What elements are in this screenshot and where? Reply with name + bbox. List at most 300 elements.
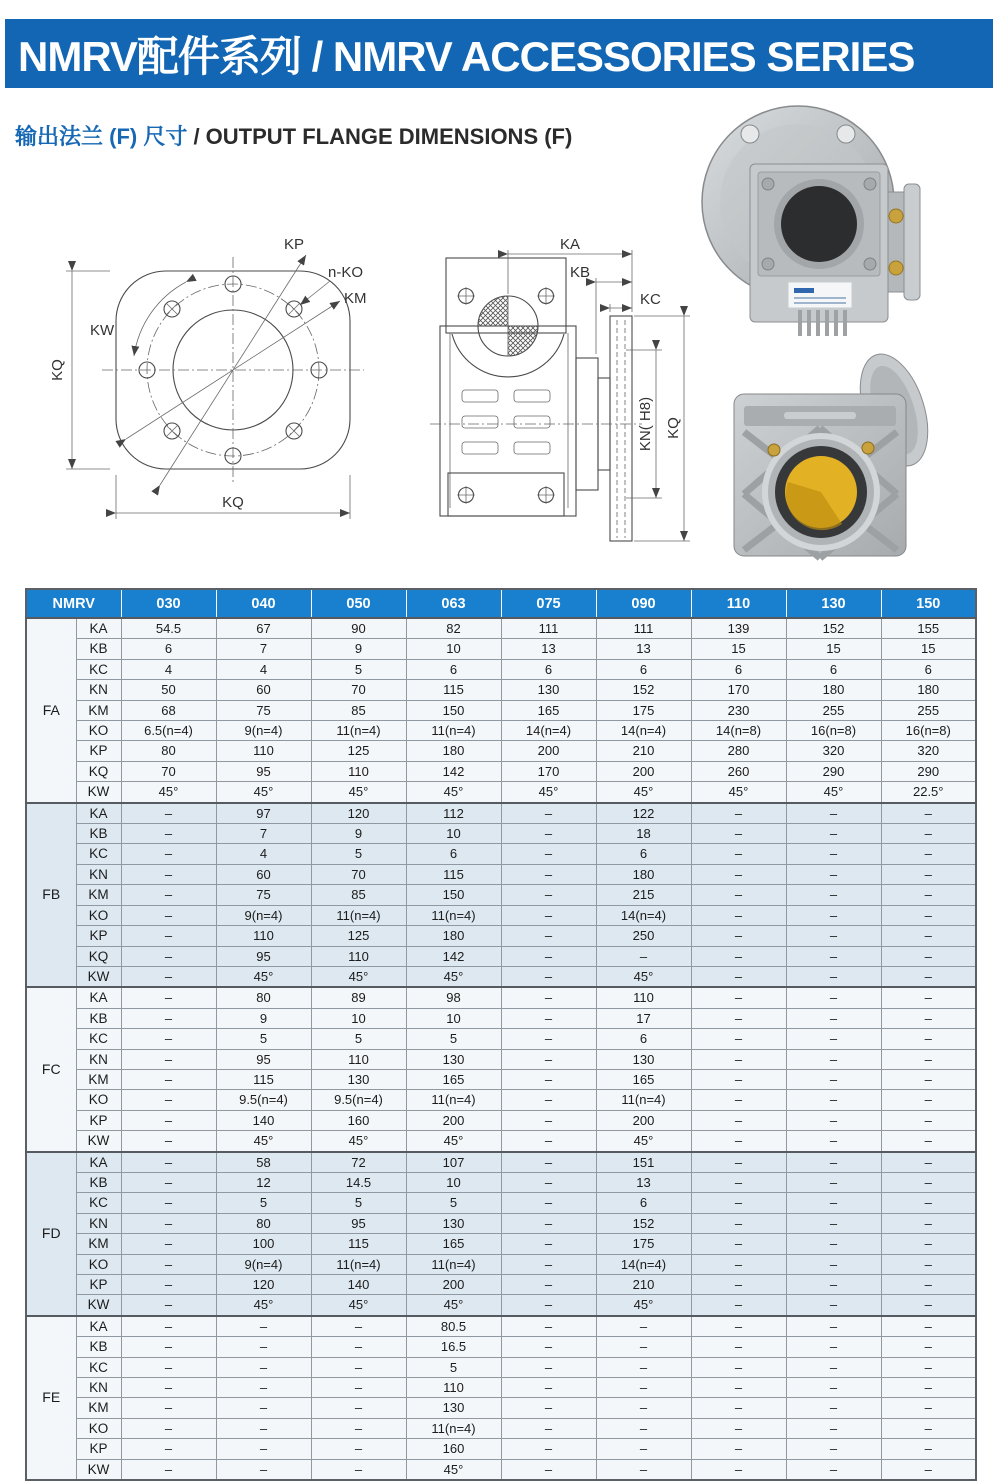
dim-label: KO xyxy=(76,721,121,741)
table-row xyxy=(26,966,976,987)
table-row xyxy=(26,885,976,905)
dim-value: 140 xyxy=(311,1275,406,1295)
dim-value: – xyxy=(691,1337,786,1357)
table-row xyxy=(26,659,976,679)
dim-value: – xyxy=(881,864,976,884)
dim-label: KN xyxy=(76,864,121,884)
dim-value: – xyxy=(691,1295,786,1316)
dim-value: 130 xyxy=(596,1049,691,1069)
dim-value: 45° xyxy=(406,1459,501,1480)
table-row xyxy=(26,824,976,844)
dim-value: – xyxy=(501,1090,596,1110)
dim-value: 45° xyxy=(596,966,691,987)
dim-value: – xyxy=(501,1275,596,1295)
dim-value: – xyxy=(786,885,881,905)
dim-value: 68 xyxy=(121,700,216,720)
dim-value: – xyxy=(501,1418,596,1438)
dim-value: 6 xyxy=(501,659,596,679)
col-header-090: 090 xyxy=(596,589,691,618)
dim-value: – xyxy=(881,1193,976,1213)
dim-value: – xyxy=(691,1110,786,1130)
dim-value: 7 xyxy=(216,639,311,659)
label-kb: KB xyxy=(569,264,591,281)
dim-value: 45° xyxy=(216,1295,311,1316)
dim-value: – xyxy=(216,1418,311,1438)
dim-label: KP xyxy=(76,1275,121,1295)
dim-value: – xyxy=(786,1110,881,1130)
dim-value: – xyxy=(311,1398,406,1418)
dim-value: – xyxy=(121,1439,216,1459)
dim-value: – xyxy=(691,885,786,905)
dim-value: 110 xyxy=(311,946,406,966)
dim-value: – xyxy=(121,987,216,1008)
dim-value: 9 xyxy=(311,639,406,659)
dim-label: KB xyxy=(76,639,121,659)
dim-value: – xyxy=(881,1398,976,1418)
label-kw: KW xyxy=(90,322,115,339)
dim-value: – xyxy=(881,1357,976,1377)
dim-value: – xyxy=(786,1337,881,1357)
section-FD xyxy=(26,1152,976,1316)
dim-value: – xyxy=(501,1459,596,1480)
group-label-FE: FE xyxy=(26,1316,76,1480)
dim-value: 6 xyxy=(786,659,881,679)
dim-value: 70 xyxy=(121,761,216,781)
table-row xyxy=(26,700,976,720)
dim-value: – xyxy=(786,966,881,987)
table-row xyxy=(26,1316,976,1337)
dim-value: 12 xyxy=(216,1172,311,1192)
dim-value: – xyxy=(501,1008,596,1028)
dim-value: – xyxy=(881,1090,976,1110)
dim-value: – xyxy=(121,1337,216,1357)
dim-value: 85 xyxy=(311,700,406,720)
dim-value: – xyxy=(881,966,976,987)
table-row xyxy=(26,864,976,884)
dim-value: 152 xyxy=(596,1213,691,1233)
table-row xyxy=(26,1090,976,1110)
dim-value: – xyxy=(881,1029,976,1049)
table-row xyxy=(26,1439,976,1459)
dim-value: – xyxy=(881,926,976,946)
dim-value: – xyxy=(691,1275,786,1295)
dim-label: KC xyxy=(76,1193,121,1213)
dim-value: 6 xyxy=(121,639,216,659)
dim-value: 80 xyxy=(216,1213,311,1233)
dim-value: – xyxy=(501,844,596,864)
dim-value: 130 xyxy=(311,1069,406,1089)
dim-value: – xyxy=(501,1172,596,1192)
section-FA xyxy=(26,618,976,803)
dim-value: 230 xyxy=(691,700,786,720)
dim-value: – xyxy=(691,1398,786,1418)
dim-value: 9 xyxy=(216,1008,311,1028)
dim-value: 5 xyxy=(216,1029,311,1049)
dim-value: 95 xyxy=(216,946,311,966)
section-FB xyxy=(26,803,976,988)
dim-value: 11(n=4) xyxy=(406,905,501,925)
dim-value: – xyxy=(786,1459,881,1480)
dim-label: KW xyxy=(76,966,121,987)
dim-label: KA xyxy=(76,1152,121,1173)
dim-value: – xyxy=(691,1029,786,1049)
dim-value: 250 xyxy=(596,926,691,946)
dim-value: 4 xyxy=(216,659,311,679)
dim-value: – xyxy=(501,926,596,946)
dim-value: – xyxy=(311,1378,406,1398)
rear-housing xyxy=(734,394,906,558)
label-ka: KA xyxy=(559,236,581,253)
dim-value: – xyxy=(786,1418,881,1438)
dim-value: 9 xyxy=(311,824,406,844)
dim-label: KB xyxy=(76,1008,121,1028)
dim-value: 130 xyxy=(501,680,596,700)
dim-value: – xyxy=(786,1398,881,1418)
dim-value: – xyxy=(501,1049,596,1069)
dim-value: 9.5(n=4) xyxy=(311,1090,406,1110)
dim-label: KQ xyxy=(76,946,121,966)
table-row xyxy=(26,1152,976,1173)
dim-value: 150 xyxy=(406,885,501,905)
table-row xyxy=(26,782,976,803)
dim-value: 215 xyxy=(596,885,691,905)
dim-label: KC xyxy=(76,659,121,679)
dim-value: – xyxy=(881,1049,976,1069)
dim-value: 170 xyxy=(501,761,596,781)
dim-value: – xyxy=(881,1459,976,1480)
dim-value: 45° xyxy=(691,782,786,803)
dim-value: – xyxy=(691,1439,786,1459)
side-dimension-labels xyxy=(560,236,682,451)
dim-value: – xyxy=(311,1439,406,1459)
dim-value: 180 xyxy=(406,926,501,946)
dim-value: 15 xyxy=(881,639,976,659)
dim-value: 6 xyxy=(881,659,976,679)
table-row xyxy=(26,1295,976,1316)
dim-value: 13 xyxy=(501,639,596,659)
dim-value: 80 xyxy=(216,987,311,1008)
dimensions-table xyxy=(25,588,977,1481)
dim-value: 72 xyxy=(311,1152,406,1173)
dim-value: 14(n=4) xyxy=(501,721,596,741)
dim-value: 9.5(n=4) xyxy=(216,1090,311,1110)
dim-value: – xyxy=(501,1357,596,1377)
dim-value: – xyxy=(121,1110,216,1130)
dim-value: 200 xyxy=(501,741,596,761)
dim-value: 4 xyxy=(216,844,311,864)
section-title-zh: 输出法兰 (F) 尺寸 xyxy=(15,124,188,149)
dim-value: – xyxy=(121,1193,216,1213)
dim-value: – xyxy=(121,1378,216,1398)
dim-value: – xyxy=(691,844,786,864)
dim-value: 45° xyxy=(311,966,406,987)
dim-value: 50 xyxy=(121,680,216,700)
dim-value: 4 xyxy=(121,659,216,679)
dim-value: 17 xyxy=(596,1008,691,1028)
label-kq-left: KQ xyxy=(49,359,66,381)
dim-value: – xyxy=(121,926,216,946)
dim-value: 95 xyxy=(216,1049,311,1069)
dim-value: – xyxy=(786,1254,881,1274)
table-row xyxy=(26,1008,976,1028)
dim-label: KM xyxy=(76,700,121,720)
table-row xyxy=(26,987,976,1008)
label-kc: KC xyxy=(640,291,661,308)
dim-value: – xyxy=(121,1090,216,1110)
dim-value: 9(n=4) xyxy=(216,721,311,741)
dim-label: KQ xyxy=(76,761,121,781)
dim-value: – xyxy=(786,1029,881,1049)
dim-value: – xyxy=(786,1234,881,1254)
dim-value: 6 xyxy=(596,1193,691,1213)
table-row xyxy=(26,926,976,946)
dim-value: 107 xyxy=(406,1152,501,1173)
dim-value: – xyxy=(786,803,881,824)
dim-value: – xyxy=(501,987,596,1008)
table-row xyxy=(26,1459,976,1480)
dim-value: 140 xyxy=(216,1110,311,1130)
dim-label: KP xyxy=(76,1439,121,1459)
dim-value: – xyxy=(121,1234,216,1254)
table-row xyxy=(26,1275,976,1295)
dim-value: 45° xyxy=(406,782,501,803)
group-label-FB: FB xyxy=(26,803,76,988)
dim-value: 11(n=4) xyxy=(406,1418,501,1438)
dim-label: KW xyxy=(76,1459,121,1480)
dim-value: 45° xyxy=(406,1131,501,1152)
dim-value: 10 xyxy=(406,1008,501,1028)
dim-value: – xyxy=(121,1357,216,1377)
dim-value: – xyxy=(311,1337,406,1357)
dim-value: – xyxy=(501,1337,596,1357)
dim-value: 122 xyxy=(596,803,691,824)
dim-value: – xyxy=(786,864,881,884)
dim-value: 115 xyxy=(311,1234,406,1254)
label-kq-bottom: KQ xyxy=(222,494,244,511)
dim-label: KC xyxy=(76,1357,121,1377)
col-header-050: 050 xyxy=(311,589,406,618)
dim-label: KW xyxy=(76,1295,121,1316)
dim-value: – xyxy=(501,1378,596,1398)
label-kp: KP xyxy=(284,236,305,253)
dim-value: – xyxy=(501,864,596,884)
dim-value: – xyxy=(881,1008,976,1028)
table-row xyxy=(26,1418,976,1438)
dim-value: – xyxy=(501,1152,596,1173)
dim-value: – xyxy=(691,1357,786,1377)
dim-label: KO xyxy=(76,1254,121,1274)
dim-value: 180 xyxy=(596,864,691,884)
dim-value: – xyxy=(501,1439,596,1459)
dim-value: 175 xyxy=(596,1234,691,1254)
dim-value: 110 xyxy=(406,1378,501,1398)
dim-value: 125 xyxy=(311,741,406,761)
dim-value: – xyxy=(786,1316,881,1337)
dim-label: KO xyxy=(76,1418,121,1438)
dim-value: 110 xyxy=(596,987,691,1008)
dim-value: 67 xyxy=(216,618,311,639)
table-row xyxy=(26,1337,976,1357)
dim-value: 45° xyxy=(596,1295,691,1316)
dim-value: – xyxy=(121,824,216,844)
dim-value: – xyxy=(881,1418,976,1438)
gearbox-photo-front xyxy=(698,100,943,345)
dim-value: 115 xyxy=(406,864,501,884)
dim-value: 45° xyxy=(216,782,311,803)
dim-value: – xyxy=(691,1090,786,1110)
flange-front-view-drawing xyxy=(38,235,410,540)
dim-value: – xyxy=(691,987,786,1008)
dim-value: 45° xyxy=(311,1295,406,1316)
table-row xyxy=(26,721,976,741)
dim-value: 115 xyxy=(216,1069,311,1089)
dim-value: – xyxy=(691,1131,786,1152)
dim-value: 6 xyxy=(406,844,501,864)
dim-value: – xyxy=(881,1172,976,1192)
dim-value: – xyxy=(881,1152,976,1173)
dim-value: 112 xyxy=(406,803,501,824)
dim-label: KN xyxy=(76,1213,121,1233)
dim-value: – xyxy=(691,864,786,884)
dim-value: – xyxy=(216,1378,311,1398)
dim-value: 9(n=4) xyxy=(216,1254,311,1274)
dim-value: 16(n=8) xyxy=(881,721,976,741)
dim-value: 95 xyxy=(216,761,311,781)
dim-value: 11(n=4) xyxy=(311,1254,406,1274)
dim-value: 111 xyxy=(501,618,596,639)
dim-value: – xyxy=(501,1131,596,1152)
table-row xyxy=(26,946,976,966)
dim-value: – xyxy=(596,1418,691,1438)
dim-value: – xyxy=(691,946,786,966)
dim-value: 110 xyxy=(311,761,406,781)
label-kq: KQ xyxy=(665,417,682,439)
dim-value: – xyxy=(691,1008,786,1028)
dim-value: 45° xyxy=(121,782,216,803)
dim-value: – xyxy=(501,1193,596,1213)
dim-value: – xyxy=(311,1459,406,1480)
dim-value: – xyxy=(691,1234,786,1254)
dim-value: 18 xyxy=(596,824,691,844)
dimension-leaders xyxy=(66,255,350,519)
dim-value: – xyxy=(786,1131,881,1152)
dim-value: 15 xyxy=(786,639,881,659)
dim-value: 9(n=4) xyxy=(216,905,311,925)
dim-value: 160 xyxy=(406,1439,501,1459)
dim-value: – xyxy=(596,1439,691,1459)
col-header-063: 063 xyxy=(406,589,501,618)
dim-value: – xyxy=(216,1357,311,1377)
dim-value: – xyxy=(881,803,976,824)
dim-value: 90 xyxy=(311,618,406,639)
dim-value: 11(n=4) xyxy=(406,1090,501,1110)
dim-value: 98 xyxy=(406,987,501,1008)
gearbox-body xyxy=(440,258,576,516)
dim-value: – xyxy=(121,1131,216,1152)
table-row xyxy=(26,1110,976,1130)
dim-value: – xyxy=(596,1398,691,1418)
dim-value: 13 xyxy=(596,1172,691,1192)
dim-value: – xyxy=(881,844,976,864)
dim-label: KN xyxy=(76,680,121,700)
dim-label: KN xyxy=(76,1378,121,1398)
dim-value: – xyxy=(501,1110,596,1130)
dim-value: 10 xyxy=(406,824,501,844)
dim-value: 85 xyxy=(311,885,406,905)
dim-value: – xyxy=(121,1418,216,1438)
dim-value: 70 xyxy=(311,680,406,700)
dim-value: 200 xyxy=(596,1110,691,1130)
dim-label: KA xyxy=(76,1316,121,1337)
dim-value: 13 xyxy=(596,639,691,659)
dim-label: KM xyxy=(76,1398,121,1418)
dim-value: 255 xyxy=(881,700,976,720)
dim-value: – xyxy=(786,946,881,966)
table-row xyxy=(26,803,976,824)
dim-value: 10 xyxy=(311,1008,406,1028)
dim-value: – xyxy=(121,1254,216,1274)
group-label-FD: FD xyxy=(26,1152,76,1316)
dim-value: – xyxy=(501,966,596,987)
dim-value: 320 xyxy=(881,741,976,761)
dim-value: 120 xyxy=(311,803,406,824)
dim-value: – xyxy=(881,1131,976,1152)
dim-value: – xyxy=(501,885,596,905)
dim-value: 14(n=4) xyxy=(596,721,691,741)
dim-value: – xyxy=(881,885,976,905)
gearbox-photo-rear xyxy=(722,332,960,570)
dim-value: – xyxy=(501,946,596,966)
dim-value: – xyxy=(121,1295,216,1316)
dim-value: – xyxy=(691,1459,786,1480)
dim-value: 14(n=8) xyxy=(691,721,786,741)
dim-value: 200 xyxy=(406,1110,501,1130)
dim-value: – xyxy=(786,1049,881,1069)
dim-value: 142 xyxy=(406,946,501,966)
dim-label: KA xyxy=(76,987,121,1008)
title-banner xyxy=(5,19,993,88)
dim-value: – xyxy=(121,1213,216,1233)
dim-value: 111 xyxy=(596,618,691,639)
dim-value: – xyxy=(691,1152,786,1173)
dim-value: 16.5 xyxy=(406,1337,501,1357)
dim-value: 45° xyxy=(311,782,406,803)
dim-value: – xyxy=(881,905,976,925)
dim-value: – xyxy=(501,824,596,844)
dim-value: 130 xyxy=(406,1398,501,1418)
table-row xyxy=(26,1213,976,1233)
dim-value: 200 xyxy=(596,761,691,781)
dim-value: – xyxy=(121,1069,216,1089)
dim-value: – xyxy=(786,1152,881,1173)
dim-value: – xyxy=(121,1049,216,1069)
dim-value: – xyxy=(881,1275,976,1295)
dim-value: 260 xyxy=(691,761,786,781)
dim-value: – xyxy=(786,926,881,946)
dim-value: 5 xyxy=(311,844,406,864)
dim-label: KP xyxy=(76,926,121,946)
dim-value: – xyxy=(691,966,786,987)
dim-value: – xyxy=(216,1459,311,1480)
dim-value: – xyxy=(311,1418,406,1438)
dim-value: 120 xyxy=(216,1275,311,1295)
dim-value: 80.5 xyxy=(406,1316,501,1337)
dim-value: 130 xyxy=(406,1049,501,1069)
dim-value: – xyxy=(691,905,786,925)
dim-value: 165 xyxy=(596,1069,691,1089)
dim-value: 142 xyxy=(406,761,501,781)
dim-value: 6 xyxy=(406,659,501,679)
